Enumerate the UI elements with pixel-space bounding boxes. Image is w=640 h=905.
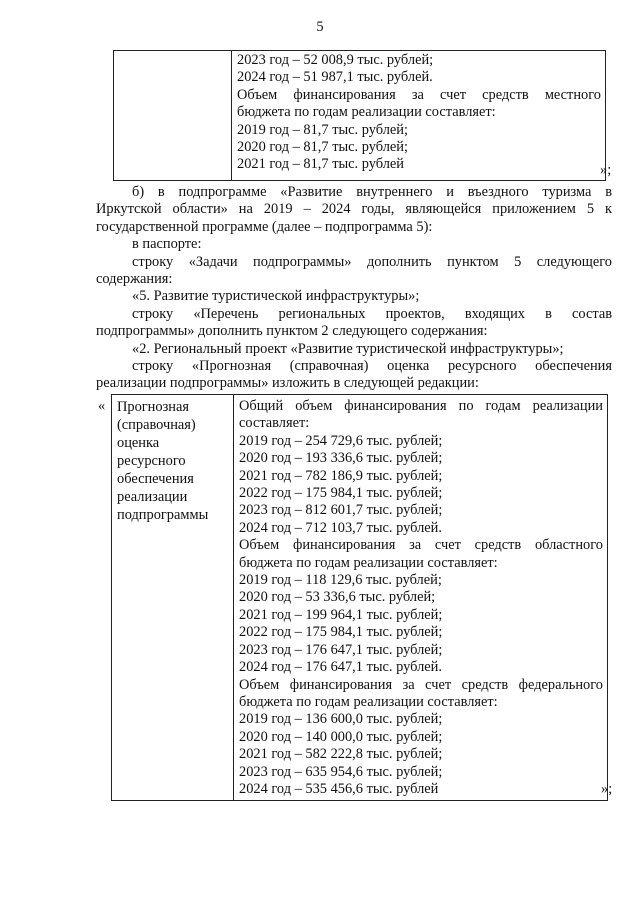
- paragraph-b-line-2: Иркутской области» на 2019 – 2024 годы, являющейся приложением 5 к: [96, 201, 612, 218]
- content-line-17: Объем финансирования за счет средств федерального: [239, 676, 603, 693]
- content-line-4: 2020 год – 193 336,6 тыс. рублей;: [239, 450, 443, 467]
- paragraph-tasks-line-2: содержания:: [96, 270, 173, 287]
- content-line-13: 2021 год – 199 964,1 тыс. рублей;: [239, 606, 443, 623]
- content-line-2: составляет:: [239, 415, 310, 432]
- content-line-20: 2020 год – 140 000,0 тыс. рублей;: [239, 728, 443, 745]
- content-line-21: 2021 год – 582 222,8 тыс. рублей;: [239, 746, 443, 763]
- top-line-4: бюджета по годам реализации составляет:: [237, 104, 496, 121]
- label-line-3: оценка: [117, 435, 160, 451]
- top-line-6: 2020 год – 81,7 тыс. рублей;: [237, 139, 408, 156]
- content-line-16: 2024 год – 176 647,1 тыс. рублей.: [239, 659, 442, 676]
- paragraph-forecast-line-1: строку «Прогнозная (справочная) оценка ресурсного обеспечения: [132, 357, 612, 374]
- content-line-11: 2019 год – 118 129,6 тыс. рублей;: [239, 572, 442, 589]
- content-line-15: 2023 год – 176 647,1 тыс. рублей;: [239, 641, 443, 658]
- top-line-7: 2021 год – 81,7 тыс. рублей: [237, 156, 404, 173]
- content-line-14: 2022 год – 175 984,1 тыс. рублей;: [239, 624, 443, 641]
- label-line-5: обеспечения: [117, 471, 194, 487]
- bottom-table-opening-quote: «: [98, 398, 106, 414]
- paragraph-projects-line-2: подпрограммы» дополнить пунктом 2 следующего содержания:: [96, 323, 488, 340]
- content-line-18: бюджета по годам реализации составляет:: [239, 693, 498, 710]
- content-line-12: 2020 год – 53 336,6 тыс. рублей;: [239, 589, 436, 606]
- paragraph-b-line-3: государственной программе (далее – подпрограмма 5):: [96, 218, 433, 235]
- content-line-5: 2021 год – 782 186,9 тыс. рублей;: [239, 467, 443, 484]
- content-line-1: Общий объем финансирования по годам реализации: [239, 398, 603, 414]
- content-line-3: 2019 год – 254 729,6 тыс. рублей;: [239, 432, 443, 449]
- top-line-2: 2024 год – 51 987,1 тыс. рублей.: [237, 69, 433, 86]
- label-line-7: подпрограммы: [117, 507, 209, 523]
- content-line-6: 2022 год – 175 984,1 тыс. рублей;: [239, 485, 443, 502]
- label-line-6: реализации: [117, 489, 188, 505]
- content-line-19: 2019 год – 136 600,0 тыс. рублей;: [239, 711, 443, 728]
- top-table-content-cell: [232, 51, 606, 181]
- top-line-1: 2023 год – 52 008,9 тыс. рублей;: [237, 52, 434, 68]
- bottom-table-label-cell: [112, 395, 234, 801]
- bottom-table-closing-quote: »;: [601, 781, 613, 797]
- bottom-table-content-cell: [234, 395, 608, 801]
- content-line-7: 2023 год – 812 601,7 тыс. рублей;: [239, 502, 443, 519]
- top-table: [113, 50, 606, 181]
- label-line-1: Прогнозная: [117, 399, 189, 415]
- paragraph-projects-line-1: строку «Перечень региональных проектов, входящих в состав: [132, 305, 612, 322]
- paragraph-tasks-line-1: строку «Задачи подпрограммы» дополнить пунктом 5 следующего: [132, 253, 612, 270]
- label-line-2: (справочная): [117, 417, 196, 433]
- top-line-3: Объем финансирования за счет средств местного: [237, 86, 601, 103]
- paragraph-item-5: «5. Развитие туристической инфраструктуры»;: [132, 288, 420, 305]
- content-line-8: 2024 год – 712 103,7 тыс. рублей.: [239, 519, 442, 536]
- paragraph-forecast-line-2: реализации подпрограммы» изложить в следующей редакции:: [96, 375, 479, 392]
- body-text: [96, 184, 612, 393]
- label-line-4: ресурсного: [117, 453, 186, 469]
- page-number: 5: [316, 19, 324, 35]
- content-line-9: Объем финансирования за счет средств областного: [239, 537, 603, 554]
- content-line-22: 2023 год – 635 954,6 тыс. рублей;: [239, 763, 443, 780]
- content-line-23: 2024 год – 535 456,6 тыс. рублей: [239, 780, 439, 797]
- content-line-10: бюджета по годам реализации составляет:: [239, 554, 498, 571]
- paragraph-b-line-1: б) в подпрограмме «Развитие внутреннего и въездного туризма в: [132, 184, 612, 200]
- top-table-label-cell: [114, 51, 232, 181]
- top-table-closing-quote: »;: [600, 162, 612, 178]
- top-line-5: 2019 год – 81,7 тыс. рублей;: [237, 121, 408, 138]
- paragraph-item-2: «2. Региональный проект «Развитие туристической инфраструктуры»;: [132, 340, 564, 357]
- paragraph-passport: в паспорте:: [132, 236, 202, 253]
- bottom-table: [111, 394, 608, 801]
